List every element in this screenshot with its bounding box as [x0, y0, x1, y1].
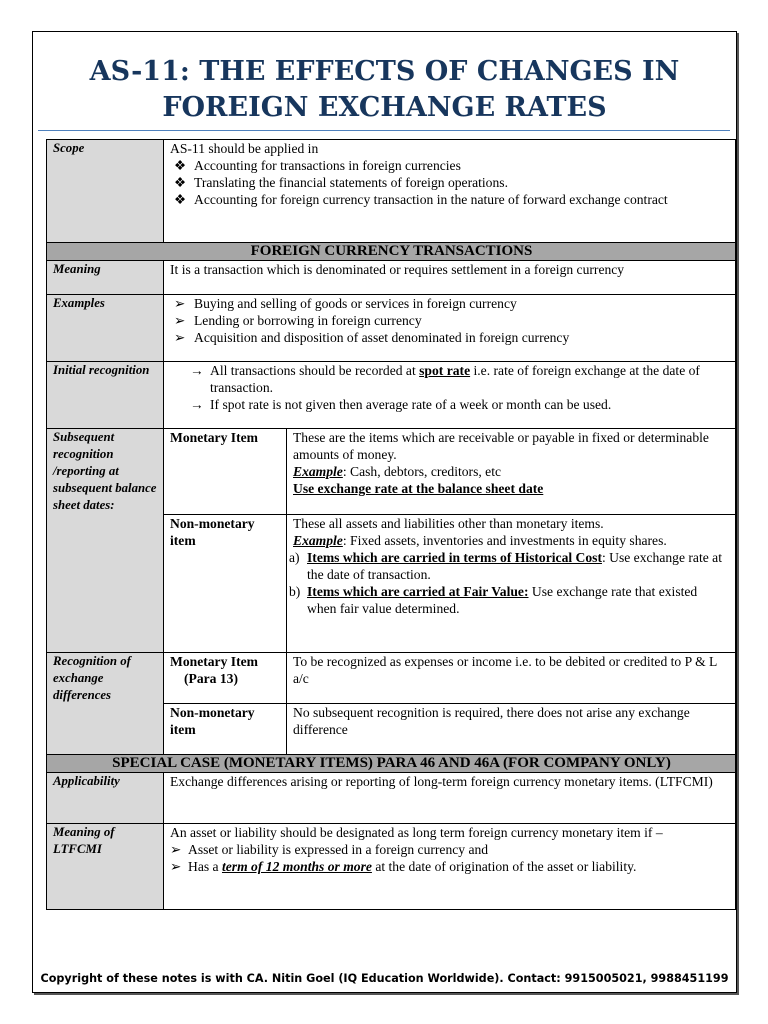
spot-rate-term: spot rate	[419, 363, 471, 378]
twelve-months-term: term of 12 months or more	[221, 859, 372, 874]
non-monetary-item-content	[287, 515, 736, 653]
monetary-item-label: Monetary Item	[164, 429, 287, 515]
exchange-diff-monetary-row	[47, 653, 736, 704]
ltfcmi-condition: ➢ Has a term of 12 months or more at the date of origination of the asset or liability.	[170, 859, 637, 874]
ltfcmi-condition: ➢ Asset or liability is expressed in a foreign currency and	[170, 842, 489, 857]
initial-recognition-line: → All transactions should be recorded at spot rate i.e. rate of foreign exchange at the date of transaction.	[190, 363, 700, 395]
diamond-bullet-icon: ❖	[174, 158, 187, 173]
examples-label: Examples	[47, 295, 164, 362]
applicability-row	[47, 773, 736, 824]
copyright-footer: Copyright of these notes is with CA. Nitin Goel (IQ Education Worldwide). Contact: 9915005021, 9988451199	[40, 972, 729, 985]
arrowhead-bullet-icon: ➢	[170, 842, 182, 857]
title-line-1: AS-11: THE EFFECTS OF CHANGES IN	[89, 56, 680, 87]
historical-cost-rule: a) Items which are carried in terms of Historical Cost: Use exchange rate at the date of transaction.	[289, 550, 722, 582]
examples-row	[47, 295, 736, 362]
scope-label: Scope	[47, 140, 164, 243]
example-item: ➢ Acquisition and disposition of asset denominated in foreign currency	[174, 330, 570, 345]
exchange-diff-monetary-text: To be recognized as expenses or income i.e. to be debited or credited to P & L a/c	[287, 653, 736, 704]
examples-content	[164, 295, 736, 362]
monetary-item-rule: Use exchange rate at the balance sheet date	[293, 481, 544, 496]
monetary-item-content	[287, 429, 736, 515]
example-item: ➢ Lending or borrowing in foreign currency	[174, 313, 422, 328]
arrowhead-bullet-icon: ➢	[170, 859, 182, 874]
diamond-bullet-icon: ❖	[174, 192, 187, 207]
arrowhead-bullet-icon: ➢	[174, 330, 186, 345]
notes-table	[46, 139, 736, 910]
ltfcmi-row	[47, 824, 736, 910]
title-divider	[38, 130, 730, 131]
initial-recognition-content	[164, 362, 736, 429]
non-monetary-item-example: Example: Fixed assets, inventories and investments in equity shares.	[293, 533, 667, 548]
meaning-label: Meaning	[47, 261, 164, 295]
meaning-of-ltfcmi-label: Meaning of LTFCMI	[47, 824, 164, 910]
subsequent-recognition-label: Subsequent recognition /reporting at subsequent balance sheet dates:	[47, 429, 164, 653]
arrowhead-bullet-icon: ➢	[174, 296, 186, 311]
right-arrow-icon: →	[190, 397, 204, 412]
meaning-text: It is a transaction which is denominated or requires settlement in a foreign currency	[164, 261, 736, 295]
section-header-row	[47, 243, 736, 261]
arrowhead-bullet-icon: ➢	[174, 313, 186, 328]
exchange-diff-non-monetary-text: No subsequent recognition is required, there does not arise any exchange difference	[287, 704, 736, 755]
monetary-item-definition: These are the items which are receivable or payable in fixed or determinable amounts of money.	[293, 430, 709, 462]
initial-recognition-label: Initial recognition	[47, 362, 164, 429]
scope-content	[164, 140, 736, 243]
non-monetary-item-definition: These all assets and liabilities other than monetary items.	[293, 516, 604, 531]
initial-recognition-line: → If spot rate is not given then average rate of a week or month can be used.	[190, 397, 612, 412]
para-13-reference: (Para 13)	[184, 671, 238, 686]
meaning-row	[47, 261, 736, 295]
ltfcmi-definition: An asset or liability should be designated as long term foreign currency monetary item if –	[170, 825, 663, 840]
example-item: ➢ Buying and selling of goods or services in foreign currency	[174, 296, 517, 311]
page-title	[32, 54, 737, 126]
scope-intro: AS-11 should be applied in	[170, 141, 319, 156]
subsequent-monetary-row	[47, 429, 736, 515]
monetary-item-example: Example: Cash, debtors, creditors, etc	[293, 464, 502, 479]
applicability-label: Applicability	[47, 773, 164, 824]
diamond-bullet-icon: ❖	[174, 175, 187, 190]
ltfcmi-content	[164, 824, 736, 910]
scope-item: ❖ Accounting for transactions in foreign currencies	[174, 158, 461, 173]
non-monetary-item-label: Non-monetary item	[164, 515, 287, 653]
exchange-diff-non-monetary-label: Non-monetary item	[164, 704, 287, 755]
initial-recognition-row	[47, 362, 736, 429]
recognition-of-exchange-differences-label: Recognition of exchange differences	[47, 653, 164, 755]
applicability-text: Exchange differences arising or reporting of long-term foreign currency monetary items. (LTFCMI)	[164, 773, 736, 824]
section-header-foreign-currency-transactions: FOREIGN CURRENCY TRANSACTIONS	[47, 243, 736, 261]
scope-row	[47, 140, 736, 243]
title-line-2: FOREIGN EXCHANGE RATES	[162, 92, 607, 123]
scope-item: ❖ Accounting for foreign currency transaction in the nature of forward exchange contract	[174, 192, 668, 207]
section-header-special-case: SPECIAL CASE (MONETARY ITEMS) PARA 46 AND 46A (FOR COMPANY ONLY)	[47, 755, 736, 773]
scope-item: ❖ Translating the financial statements of foreign operations.	[174, 175, 508, 190]
section-header-row	[47, 755, 736, 773]
right-arrow-icon: →	[190, 363, 204, 378]
fair-value-rule: b) Items which are carried at Fair Value: Use exchange rate that existed when fair value determined.	[289, 584, 698, 616]
exchange-diff-monetary-label: Monetary Item (Para 13)	[164, 653, 287, 704]
